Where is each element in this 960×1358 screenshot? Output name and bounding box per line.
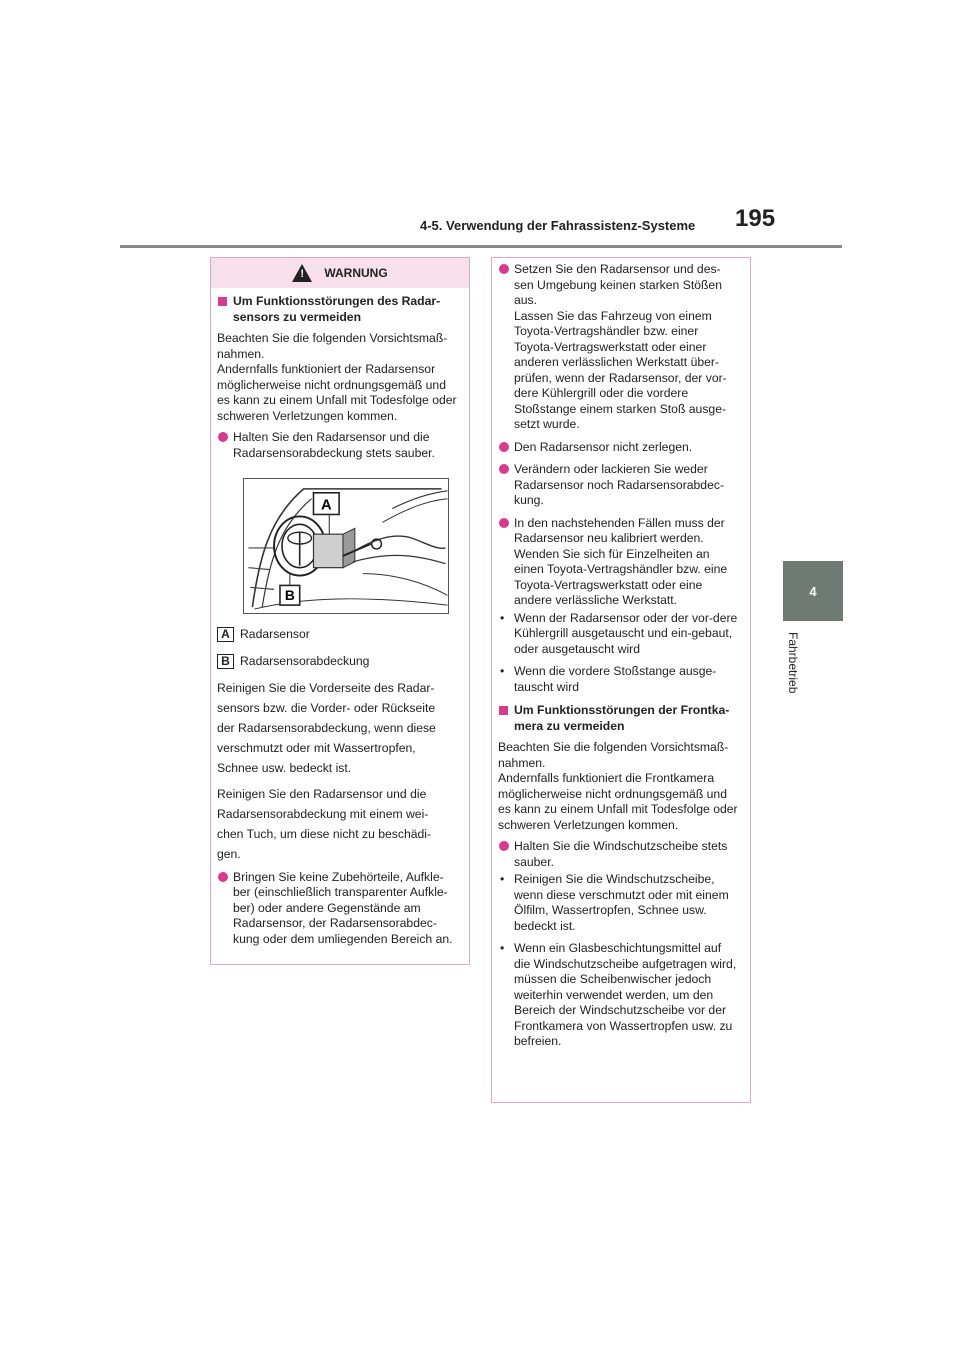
circle-bullet-icon [499, 518, 509, 528]
circle-bullet-icon [499, 464, 509, 474]
warning-triangle-icon: ! [292, 264, 312, 282]
radar-heading: Um Funktionsstörungen des Radar-sensors zu vermeiden [217, 294, 459, 325]
list-item: Setzen Sie den Radarsensor und des-sen Umgebung keinen starken Stößen aus. Lassen Sie das Fahrzeug von einem Toyota-Vertragshändler bzw. einer Toyota-Vertragswerkstatt oder einer anderen verlässlichen Werkstatt über-prüfen, wenn der Radarsensor, der vor-dere Kühlergrill oder die vordere Stoßstange einem starken Stoß ausge-setzt wurde. [498, 262, 740, 433]
sub-list-item: • Wenn der Radarsensor oder der vor-dere Kühlergrill ausgetauscht und ein-gebaut, oder ausgetauscht wird [500, 610, 738, 656]
sub-list-item: • Wenn ein Glasbeschichtungsmittel auf die Windschutzscheibe aufgetragen wird, müssen die Scheibenwischer jedoch weiterhin verwendet werden, um den Bereich der Windschutzscheibe vor der Frontkamera von Wassertropfen usw. zu befreien. [500, 941, 737, 1048]
circle-bullet-icon [499, 442, 509, 452]
warning-title: WARNUNG [324, 266, 388, 280]
camera-heading: Um Funktionsstörungen der Frontka-mera zu vermeiden [498, 703, 740, 734]
circle-bullet-icon [499, 841, 509, 851]
circle-bullet-icon [218, 432, 228, 442]
circle-bullet-icon [499, 264, 509, 274]
legend-item-b: B Radarsensorabdeckung [217, 654, 459, 670]
chapter-title: Fahrbetrieb [786, 632, 800, 694]
header-divider [120, 245, 842, 248]
square-bullet-icon [499, 706, 508, 715]
square-bullet-icon [218, 297, 227, 306]
list-item: Halten Sie die Windschutzscheibe stets sauber. [498, 839, 740, 870]
page-number: 195 [735, 205, 776, 232]
chapter-number: 4 [809, 583, 817, 599]
warning-header [211, 258, 469, 288]
circle-bullet-icon [218, 872, 228, 882]
figure-label-b: B [284, 588, 295, 604]
warning-box [210, 257, 470, 965]
label-a-icon: A [217, 627, 234, 642]
clean-instructions: Reinigen Sie die Vorderseite des Radar- sensors bzw. die Vorder- oder Rückseite der Radarsensorabdeckung, wenn diese verschmutzt oder mit Wassertropfen, Schnee usw. bedeckt ist. [217, 680, 436, 775]
figure-label-a: A [320, 497, 332, 514]
sub-list-item: • Reinigen Sie die Windschutzscheibe, wenn diese verschmutzt oder mit einem Ölfilm, Wassertropfen, Schnee usw. bedeckt ist. [500, 872, 729, 933]
radar-intro: Beachten Sie die folgenden Vorsichtsmaß-nahmen. Andernfalls funktioniert der Radarsensor möglicherweise nicht ordnungsgemäß und es kann zu einem Unfall mit Todesfolge oder schweren Verletzungen kommen. [217, 331, 457, 423]
warning-continuation-box [491, 257, 751, 1103]
camera-intro: Beachten Sie die folgenden Vorsichtsmaß-nahmen. Andernfalls funktioniert die Frontkamera möglicherweise nicht ordnungsgemäß und es kann zu einem Unfall mit Todesfolge oder schweren Verletzungen kommen. [498, 740, 738, 832]
chapter-tab[interactable] [783, 561, 843, 621]
list-item: Den Radarsensor nicht zerlegen. [498, 440, 740, 456]
list-item: In den nachstehenden Fällen muss der Radarsensor neu kalibriert werden. Wenden Sie sich für Einzelheiten an einen Toyota-Vertragshändler bzw. eine Toyota-Vertragswerkstatt oder eine andere verlässliche Werkstatt. [498, 516, 740, 609]
cloth-instructions: Reinigen Sie den Radarsensor und die Radarsensorabdeckung mit einem wei- chen Tuch, um diese nicht zu beschädi- gen. [217, 786, 432, 861]
legend-item-a: A Radarsensor [217, 627, 459, 643]
sub-list-item: • Wenn die vordere Stoßstange ausge-tauscht wird [500, 664, 717, 694]
radar-sensor-illustration [243, 478, 449, 614]
list-item: Verändern oder lackieren Sie weder Radarsensor noch Radarsensorabdec-kung. [498, 462, 740, 509]
list-item: Bringen Sie keine Zubehörteile, Aufkle-ber (einschließlich transparenter Aufkle-ber) oder andere Gegenstände am Radarsensor, der Radarsensorabdec-kung oder dem umliegenden Bereich an. [217, 870, 459, 948]
label-b-icon: B [217, 654, 234, 669]
section-title: 4-5. Verwendung der Fahrassistenz-Systeme [420, 218, 696, 233]
list-item: Halten Sie den Radarsensor und die Radarsensorabdeckung stets sauber. [217, 430, 459, 461]
